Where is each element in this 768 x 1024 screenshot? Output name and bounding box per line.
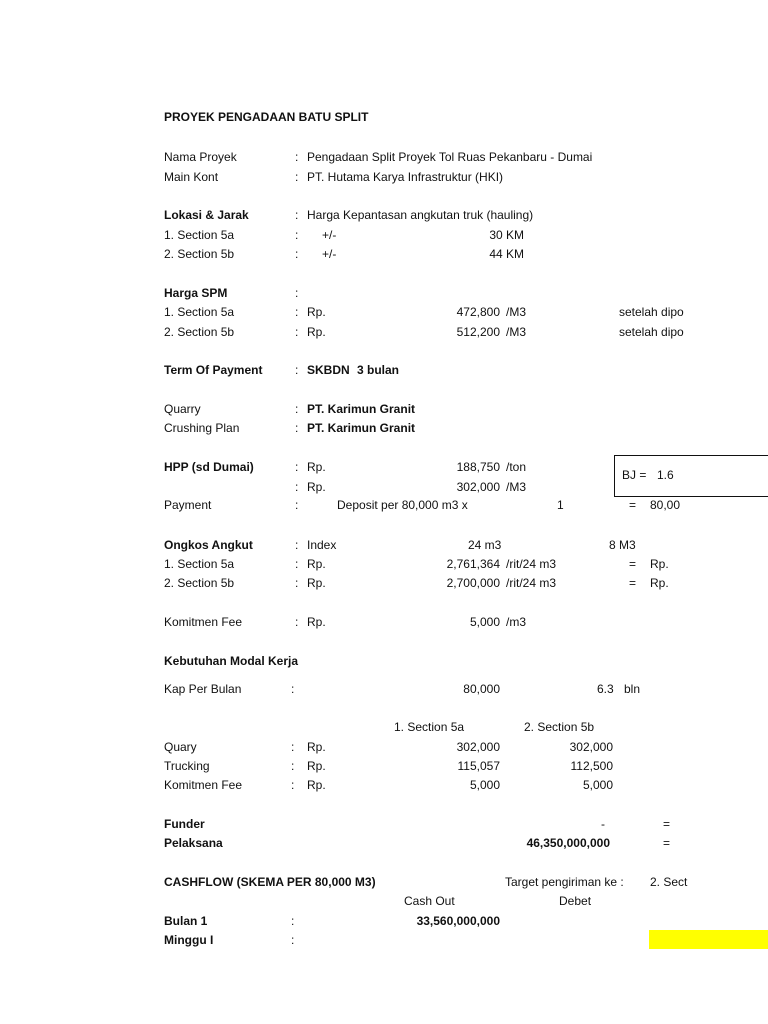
bj-label: BJ =	[622, 468, 647, 482]
ongkos-row-label: 2. Section 5b	[164, 576, 235, 590]
hpp-row-unit: /ton	[506, 460, 527, 474]
colon: :	[295, 286, 299, 300]
pelaksana-label: Pelaksana	[164, 836, 223, 850]
crushing-value: PT. Karimun Granit	[307, 421, 416, 435]
modal-col-section5b: 2. Section 5b	[524, 720, 595, 734]
ongkos-row-rp: Rp.	[307, 557, 326, 571]
kap-value: 80,000	[463, 682, 500, 696]
colon: :	[295, 363, 299, 377]
colon: :	[295, 538, 299, 552]
modal-row-rp: Rp.	[307, 740, 326, 754]
main-kont-value: PT. Hutama Karya Infrastruktur (HKI)	[307, 170, 504, 184]
lokasi-label: Lokasi & Jarak	[164, 208, 249, 222]
pelaksana-value: 46,350,000,000	[526, 836, 610, 850]
colon: :	[295, 498, 299, 512]
hpp-label: HPP (sd Dumai)	[164, 460, 254, 474]
colon: :	[295, 170, 299, 184]
colon: :	[295, 402, 299, 416]
quarry-value: PT. Karimun Granit	[307, 402, 416, 416]
colon: :	[295, 247, 299, 261]
spm-row-rp: Rp.	[307, 325, 326, 339]
colon: :	[295, 480, 299, 494]
ongkos-row-eq: =	[629, 576, 637, 590]
target-label: Target pengiriman ke :	[505, 875, 624, 889]
hpp-row-rp: Rp.	[307, 480, 326, 494]
bln-unit: bln	[624, 682, 641, 696]
modal-row-rp: Rp.	[307, 759, 326, 773]
payment-text: Deposit per 80,000 m3 x	[337, 498, 468, 512]
nama-proyek-value: Pengadaan Split Proyek Tol Ruas Pekanbaru - Dumai	[307, 150, 593, 164]
ongkos-m3: 8 M3	[609, 538, 636, 552]
ongkos-row-value: 2,700,000	[446, 576, 500, 590]
funder-label: Funder	[164, 817, 205, 831]
lokasi-row-label: 1. Section 5a	[164, 228, 235, 242]
spm-row-rp: Rp.	[307, 305, 326, 319]
colon: :	[295, 460, 299, 474]
payment-result: 80,00	[650, 498, 681, 512]
lokasi-row-pm: +/-	[322, 228, 337, 242]
colon: :	[295, 615, 299, 629]
cashflow-title: CASHFLOW (SKEMA PER 80,000 M3)	[164, 875, 376, 889]
bulan-label: Bulan 1	[164, 914, 208, 928]
ongkos-row-rp: Rp.	[307, 576, 326, 590]
ongkos-index-value: 24 m3	[468, 538, 502, 552]
spm-row-value: 472,800	[456, 305, 500, 319]
komitmen-label: Komitmen Fee	[164, 615, 243, 629]
modal-row-label: Quary	[164, 740, 197, 754]
bulan-value: 33,560,000,000	[416, 914, 500, 928]
colon: :	[291, 914, 295, 928]
pelaksana-eq: =	[663, 836, 671, 850]
lokasi-value: Harga Kepantasan angkutan truk (hauling)	[307, 208, 534, 222]
hpp-row-value: 302,000	[456, 480, 500, 494]
colon: :	[291, 759, 295, 773]
modal-row-label: Trucking	[164, 759, 210, 773]
ongkos-row-value: 2,761,364	[446, 557, 500, 571]
top-value1: SKBDN	[307, 363, 350, 377]
spm-row-label: 2. Section 5b	[164, 325, 235, 339]
colon: :	[291, 778, 295, 792]
kap-label: Kap Per Bulan	[164, 682, 242, 696]
highlighted-cell	[649, 930, 768, 949]
modal-row-v2: 302,000	[569, 740, 613, 754]
crushing-label: Crushing Plan	[164, 421, 240, 435]
ongkos-row-eq: =	[629, 557, 637, 571]
ongkos-row-rp2: Rp.	[650, 557, 669, 571]
ongkos-row-rp2: Rp.	[650, 576, 669, 590]
debet-header: Debet	[559, 894, 592, 908]
colon: :	[295, 150, 299, 164]
modal-row-v2: 112,500	[570, 759, 613, 773]
spm-row-unit: /M3	[506, 305, 527, 319]
colon: :	[295, 421, 299, 435]
colon: :	[295, 228, 299, 242]
komitmen-unit: /m3	[506, 615, 527, 629]
colon: :	[295, 325, 299, 339]
lokasi-row-km: 30 KM	[489, 228, 524, 242]
ongkos-index-label: Index	[307, 538, 337, 552]
bj-value: 1.6	[657, 468, 674, 482]
funder-value: -	[601, 817, 605, 831]
modal-row-v1: 302,000	[456, 740, 500, 754]
top-label: Term Of Payment	[164, 363, 263, 377]
colon: :	[291, 933, 295, 947]
colon: :	[295, 576, 299, 590]
modal-col-section5a: 1. Section 5a	[394, 720, 465, 734]
modal-row-v2: 5,000	[582, 778, 613, 792]
top-value2: 3 bulan	[357, 363, 400, 377]
colon: :	[291, 682, 295, 696]
nama-proyek-label: Nama Proyek	[164, 150, 237, 164]
lokasi-row-pm: +/-	[322, 247, 337, 261]
funder-eq: =	[663, 817, 671, 831]
modal-title: Kebutuhan Modal Kerja	[164, 654, 299, 668]
modal-row-label: Komitmen Fee	[164, 778, 243, 792]
colon: :	[295, 557, 299, 571]
spm-row-label: 1. Section 5a	[164, 305, 235, 319]
minggu-label: Minggu I	[164, 933, 214, 947]
bln-value: 6.3	[597, 682, 614, 696]
spm-row-note: setelah dipo	[619, 325, 684, 339]
doc-title: PROYEK PENGADAAN BATU SPLIT	[164, 110, 369, 124]
komitmen-value: 5,000	[469, 615, 500, 629]
modal-row-v1: 115,057	[457, 759, 500, 773]
ongkos-label: Ongkos Angkut	[164, 538, 253, 552]
payment-label: Payment	[164, 498, 212, 512]
spm-row-unit: /M3	[506, 325, 527, 339]
lokasi-row-km: 44 KM	[489, 247, 524, 261]
hpp-row-value: 188,750	[456, 460, 500, 474]
colon: :	[291, 740, 295, 754]
ongkos-row-unit: /rit/24 m3	[506, 557, 557, 571]
spm-row-note: setelah dipo	[619, 305, 684, 319]
payment-multiplier: 1	[557, 498, 564, 512]
hpp-row-unit: /M3	[506, 480, 527, 494]
spm-row-value: 512,200	[456, 325, 500, 339]
payment-eq: =	[629, 498, 637, 512]
colon: :	[295, 305, 299, 319]
modal-row-v1: 5,000	[469, 778, 500, 792]
modal-row-rp: Rp.	[307, 778, 326, 792]
lokasi-row-label: 2. Section 5b	[164, 247, 235, 261]
ongkos-row-label: 1. Section 5a	[164, 557, 235, 571]
main-kont-label: Main Kont	[164, 170, 219, 184]
cash-out-header: Cash Out	[404, 894, 455, 908]
colon: :	[295, 208, 299, 222]
target-value: 2. Sect	[650, 875, 688, 889]
hpp-row-rp: Rp.	[307, 460, 326, 474]
komitmen-rp: Rp.	[307, 615, 326, 629]
ongkos-row-unit: /rit/24 m3	[506, 576, 557, 590]
quarry-label: Quarry	[164, 402, 201, 416]
spm-label: Harga SPM	[164, 286, 228, 300]
